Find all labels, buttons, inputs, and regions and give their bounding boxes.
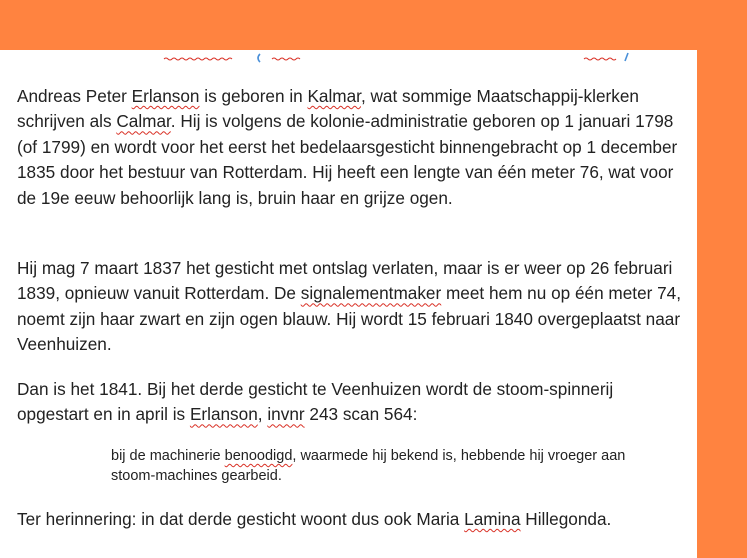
- archive-quote: [111, 446, 671, 486]
- text-run: , waarmede hij bekend is, hebbende hij vroeger aan stoom-machines gearbeid.: [111, 448, 626, 484]
- paragraph-reminder: [17, 507, 685, 532]
- text-run: meet hem nu op één meter 74, noemt zijn haar zwart en zijn ogen blauw. Hij wordt 15 februari 1840 overgeplaatst naar Veenhuizen.: [17, 283, 682, 355]
- paragraph-release: [17, 256, 685, 358]
- spellcheck-flagged-word: benoodigd: [224, 448, 293, 464]
- text-run: ,: [257, 404, 268, 425]
- text-run: Hij mag 7 maart 1837 het gesticht met ontslag verlaten, maar is er weer op 26 februari 1839, opnieuw vanuit Rotterdam. De: [17, 258, 673, 304]
- text-run: 243 scan 564:: [304, 404, 418, 425]
- document-page: [0, 50, 697, 558]
- text-run: Dan is het 1841. Bij het derde gesticht te Veenhuizen wordt de stoom-spinnerij opgestart en in april is: [17, 379, 614, 425]
- text-run: Hillegonda.: [520, 509, 612, 529]
- spellcheck-flagged-word: Erlanson: [189, 404, 258, 425]
- text-run: bij de machinerie: [111, 448, 225, 464]
- spellcheck-flagged-word: signalementmaker: [300, 283, 442, 304]
- text-run: , wat sommige Maatschappij-klerken schrijven als: [17, 86, 639, 132]
- paragraph-1841: [17, 377, 685, 428]
- spellcheck-flagged-word: invnr: [267, 404, 305, 425]
- spellcheck-flagged-word: Calmar: [116, 111, 171, 132]
- text-run: Andreas Peter: [17, 86, 132, 106]
- text-run: Ter herinnering: in dat derde gesticht woont dus ook Maria: [17, 509, 465, 529]
- spellcheck-flagged-word: Erlanson: [131, 86, 200, 106]
- text-run: is geboren in: [199, 86, 308, 106]
- paragraph-birth: [17, 84, 685, 211]
- spellcheck-flagged-word: Kalmar: [307, 86, 361, 106]
- cut-off-previous-line: [160, 50, 640, 64]
- spellcheck-flagged-word: Lamina: [464, 509, 521, 529]
- text-run: . Hij is volgens de kolonie-administratie geboren op 1 januari 1798 (of 1799) en wordt voor het eerst het bedelaarsgesticht binnengebracht op 1 december 1835 door het bestuur van Rotterdam. Hij heeft een lengte van één meter 76, wat voor de 19e eeuw behoorlijk lang is, bruin haar en grijze ogen.: [17, 111, 678, 208]
